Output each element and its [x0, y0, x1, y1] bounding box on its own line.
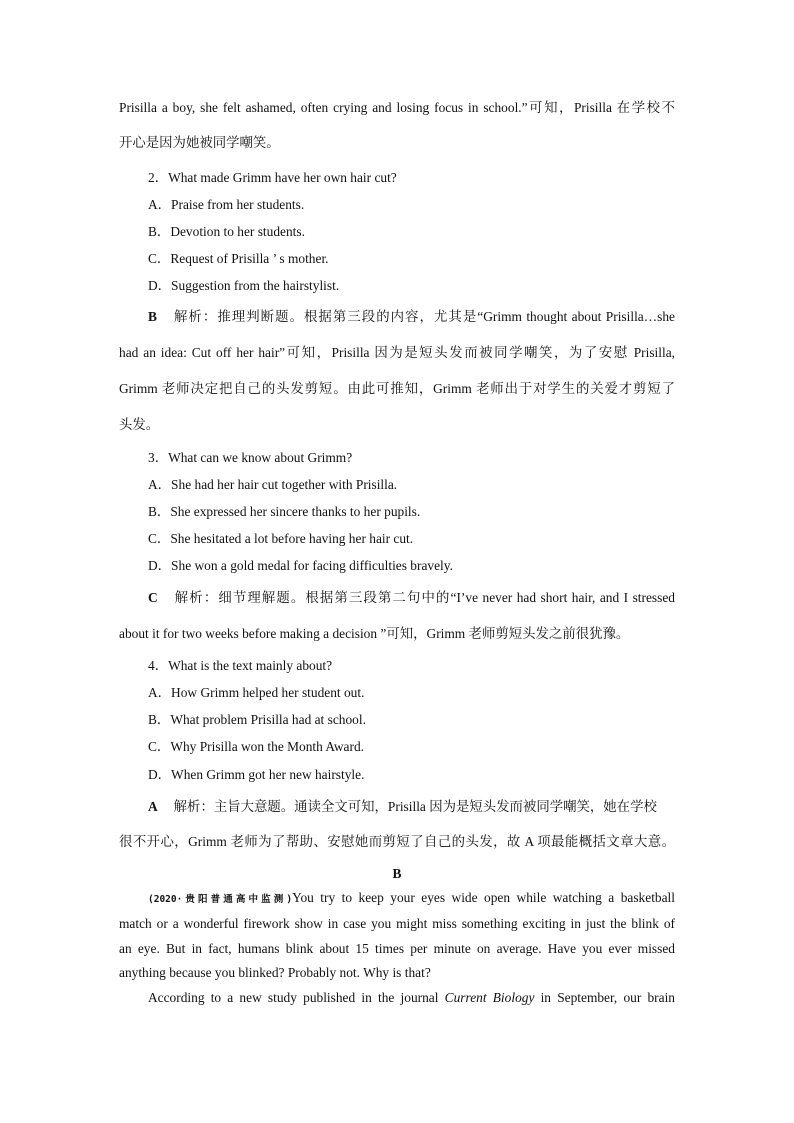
q3-option-c: C．She hesitated a lot before having her hair cut. — [148, 531, 414, 546]
source-tag: (2020·贵阳普通高中监测) — [148, 894, 293, 905]
section-b-para1-line-1: (2020·贵阳普通高中监测)You try to keep your eyes wide open while watching a basketball — [148, 890, 675, 905]
q2-stem: 2．What made Grimm have her own hair cut? — [148, 170, 397, 185]
q2-option-b: B．Devotion to her students. — [148, 224, 305, 239]
q4-analysis-line-1: A 解析：主旨大意题。通读全文可知，Prisilla 因为是短头发而被同学嘲笑，她在学校 — [148, 799, 657, 814]
q2-option-c: C．Request of Prisilla ’ s mother. — [148, 251, 329, 266]
section-b-para1-line-2: match or a wonderful firework show in case you might miss something exciting in just the blink of — [119, 916, 675, 931]
section-b-para2-line-1: According to a new study published in the journal Current Biology in September, our brain — [148, 990, 675, 1005]
journal-name: Current Biology — [444, 990, 535, 1005]
q4-option-d: D．When Grimm got her new hairstyle. — [148, 767, 365, 782]
q3-option-a: A．She had her hair cut together with Prisilla. — [148, 477, 398, 492]
section-b-para1-line-3: an eye. But in fact, humans blink about 15 times per minute on average. Have you ever missed — [119, 941, 675, 956]
q2-analysis-line-3: Grimm 老师决定把自己的头发剪短。由此可推知，Grimm 老师出于对学生的关爱才剪短了 — [119, 381, 675, 396]
q4-analysis-line-2: 很不开心，Grimm 老师为了帮助、安慰她而剪短了自己的头发，故 A 项最能概括文章大意。 — [119, 834, 675, 849]
q3-analysis-line-1: C 解析：细节理解题。根据第三段第二句中的“I’ve never had short hair, and I stressed — [148, 590, 675, 605]
q3-analysis-line-2: about it for two weeks before making a decision ”可知，Grimm 老师剪短头发之前很犹豫。 — [119, 626, 630, 641]
q2-analysis-line-4: 头发。 — [119, 417, 160, 432]
q4-option-c: C．Why Prisilla won the Month Award. — [148, 739, 364, 754]
carry-over-line-2: 开心是因为她被同学嘲笑。 — [119, 135, 280, 150]
q2-option-d: D．Suggestion from the hairstylist. — [148, 278, 340, 293]
q3-answer: C — [148, 590, 158, 605]
section-b-title: B — [392, 866, 402, 881]
q2-answer: B — [148, 309, 157, 324]
section-b-para1-line-4: anything because you blinked? Probably not. Why is that? — [119, 965, 431, 980]
q2-analysis-line-2: had an idea: Cut off her hair”可知，Prisilla 因为是短头发而被同学嘲笑，为了安慰 Prisilla, — [119, 345, 675, 360]
q2-option-a: A．Praise from her students. — [148, 197, 305, 212]
q4-stem: 4．What is the text mainly about? — [148, 658, 333, 673]
q3-stem: 3．What can we know about Grimm? — [148, 450, 353, 465]
q3-option-d: D．She won a gold medal for facing difficulties bravely. — [148, 558, 453, 573]
q3-option-b: B．She expressed her sincere thanks to her pupils. — [148, 504, 421, 519]
q4-answer: A — [148, 799, 158, 814]
q2-analysis-line-1: B 解析：推理判断题。根据第三段的内容，尤其是“Grimm thought about Prisilla…she — [148, 309, 675, 324]
q4-option-a: A．How Grimm helped her student out. — [148, 685, 365, 700]
q4-option-b: B．What problem Prisilla had at school. — [148, 712, 366, 727]
carry-over-line-1: Prisilla a boy, she felt ashamed, often crying and losing focus in school.”可知，Prisilla 在学校不 — [119, 100, 675, 115]
